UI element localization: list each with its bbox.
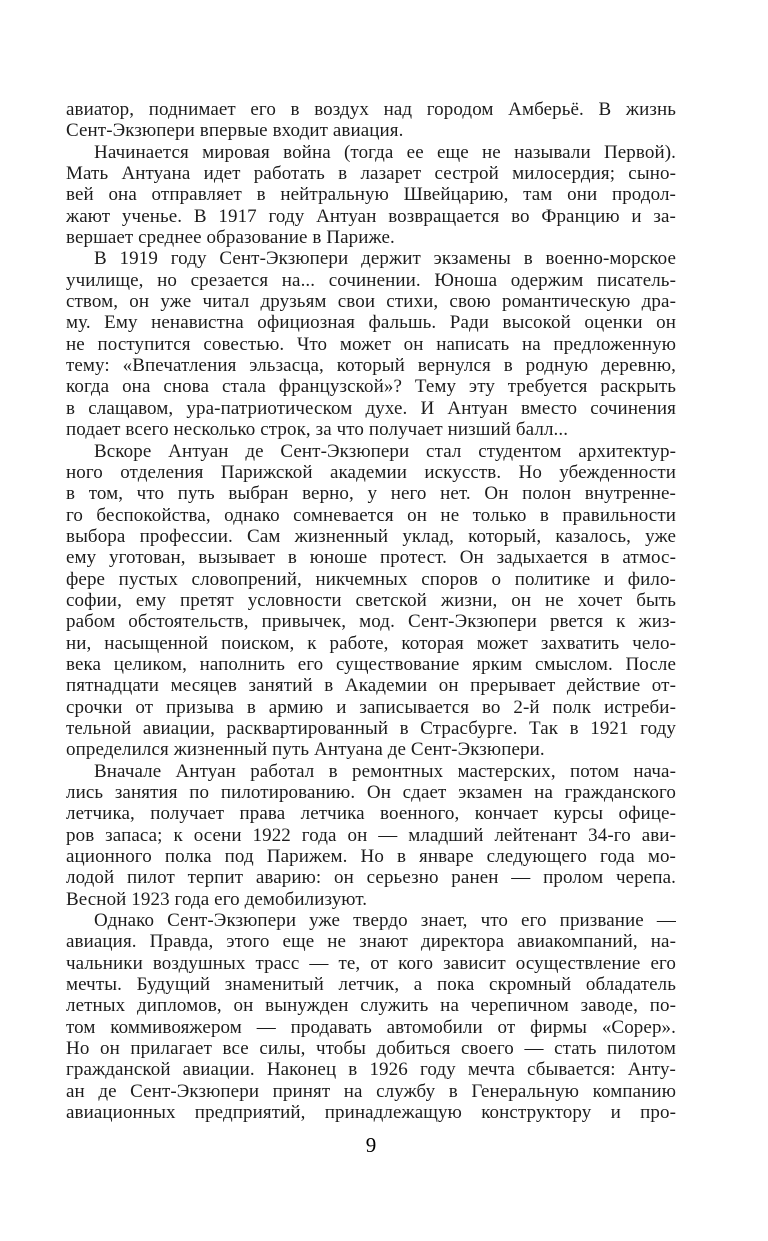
- text-line: авиация. Правда, этого еще не знают директора авиакомпаний, на-: [66, 931, 676, 953]
- paragraph: [66, 99, 676, 142]
- paragraph: [66, 761, 676, 910]
- text-line: му. Ему ненавистна официозная фальшь. Ради высокой оценки он: [66, 312, 676, 334]
- text-line: чальники воздушных трасс — те, от кого зависит осуществление его: [66, 952, 676, 974]
- text-line: авиационных предприятий, принадлежащую конструктору и про-: [66, 1102, 676, 1124]
- text-line: том коммивояжером — продавать автомобили от фирмы «Сорер».: [66, 1016, 676, 1038]
- text-line: авиатор, поднимает его в воздух над городом Амберьё. В жизнь: [66, 99, 676, 120]
- text-line: в том, что путь выбран верно, у него нет. Он полон внутренне-: [66, 483, 676, 505]
- text-line: Но он прилагает все силы, чтобы добиться своего — стать пилотом: [66, 1038, 676, 1060]
- text-line: гражданской авиации. Наконец в 1926 году мечта сбывается: Анту-: [66, 1059, 676, 1081]
- text-line: не поступится совестью. Что может он написать на предложенную: [66, 333, 676, 355]
- text-line: тему: «Впечатления эльзасца, который вернулся в родную деревню,: [66, 355, 676, 377]
- text-line: летчика, получает права летчика военного, кончает курсы офице-: [66, 803, 676, 825]
- text-line: вей она отправляет в нейтральную Швейцарию, там они продол-: [66, 184, 676, 206]
- text-line: училище, но срезается на... сочинении. Юноша одержим писатель-: [66, 269, 676, 291]
- page-text: [66, 99, 676, 1124]
- text-line: определился жизненный путь Антуана де Сент-Экзюпери.: [66, 739, 545, 761]
- text-line: Начинается мировая война (тогда ее еще не называли Первой).: [94, 141, 676, 163]
- text-line: лодой пилот терпит аварию: он серьезно ранен — пролом черепа.: [66, 867, 676, 889]
- text-line: ему уготован, вызывает в юноше протест. Он задыхается в атмос-: [66, 547, 676, 569]
- text-line: мечты. Будущий знаменитый летчик, а пока скромный обладатель: [66, 974, 676, 996]
- text-line: лись занятия по пилотированию. Он сдает экзамен на гражданского: [66, 782, 676, 803]
- text-line: Однако Сент-Экзюпери уже твердо знает, что его призвание —: [94, 910, 676, 932]
- text-line: подает всего несколько строк, за что получает низший балл...: [66, 419, 569, 441]
- text-line: ством, он уже читал друзьям свои стихи, свою романтическую дра-: [66, 291, 676, 313]
- text-line: выбора профессии. Сам жизненный уклад, который, казалось, уже: [66, 525, 676, 547]
- paragraph: [66, 142, 676, 249]
- text-line: Весной 1923 года его демобилизуют.: [66, 888, 368, 910]
- text-line: ни, насыщенной поиском, к работе, которая может захватить чело-: [66, 632, 676, 654]
- text-line: века целиком, наполнить его существование ярким смыслом. После: [66, 653, 676, 675]
- paragraph: [66, 441, 676, 761]
- text-line: когда она снова стала французской»? Тему эту требуется раскрыть: [66, 376, 676, 398]
- text-line: Вскоре Антуан де Сент-Экзюпери стал студентом архитектур-: [94, 440, 676, 462]
- text-line: ационного полка под Парижем. Но в январе следующего года мо-: [66, 846, 676, 868]
- text-line: пятнадцати месяцев занятий в Академии он прерывает действие от-: [66, 675, 676, 697]
- text-line: Сент-Экзюпери впервые входит авиация.: [66, 120, 404, 142]
- text-line: срочки от призыва в армию и записывается во 2-й полк истреби-: [66, 696, 676, 718]
- text-line: в слащавом, ура-патриотическом духе. И Антуан вместо сочинения: [66, 397, 676, 419]
- text-line: ан де Сент-Экзюпери принят на службу в Генеральную компанию: [66, 1080, 676, 1102]
- text-line: Мать Антуана идет работать в лазарет сестрой милосердия; сыно-: [66, 163, 676, 185]
- text-line: Вначале Антуан работал в ремонтных мастерских, потом нача-: [94, 760, 676, 782]
- text-line: жают ученье. В 1917 году Антуан возвращается во Францию и за-: [66, 205, 676, 227]
- text-line: софии, ему претят условности светской жизни, он не хочет быть: [66, 589, 676, 611]
- text-line: летных дипломов, он вынужден служить на черепичном заводе, по-: [66, 995, 676, 1017]
- text-line: го беспокойства, однако сомневается он не только в правильности: [66, 504, 676, 526]
- text-line: рабом обстоятельств, привычек, мод. Сент-Экзюпери рвется к жиз-: [66, 611, 676, 633]
- text-line: В 1919 году Сент-Экзюпери держит экзамены в военно-морское: [94, 248, 676, 270]
- page-number: 9: [365, 1133, 377, 1157]
- text-line: фере пустых словопрений, никчемных споров о политике и фило-: [66, 568, 676, 590]
- text-line: вершает среднее образование в Париже.: [66, 227, 395, 249]
- text-line: тельной авиации, расквартированный в Страсбурге. Так в 1921 году: [66, 717, 676, 739]
- text-line: ного отделения Парижской академии искусств. Но убежденности: [66, 461, 676, 483]
- paragraph: [66, 248, 676, 440]
- text-line: ров запаса; к осени 1922 года он — младший лейтенант 34-го ави-: [66, 824, 676, 846]
- paragraph: [66, 910, 676, 1123]
